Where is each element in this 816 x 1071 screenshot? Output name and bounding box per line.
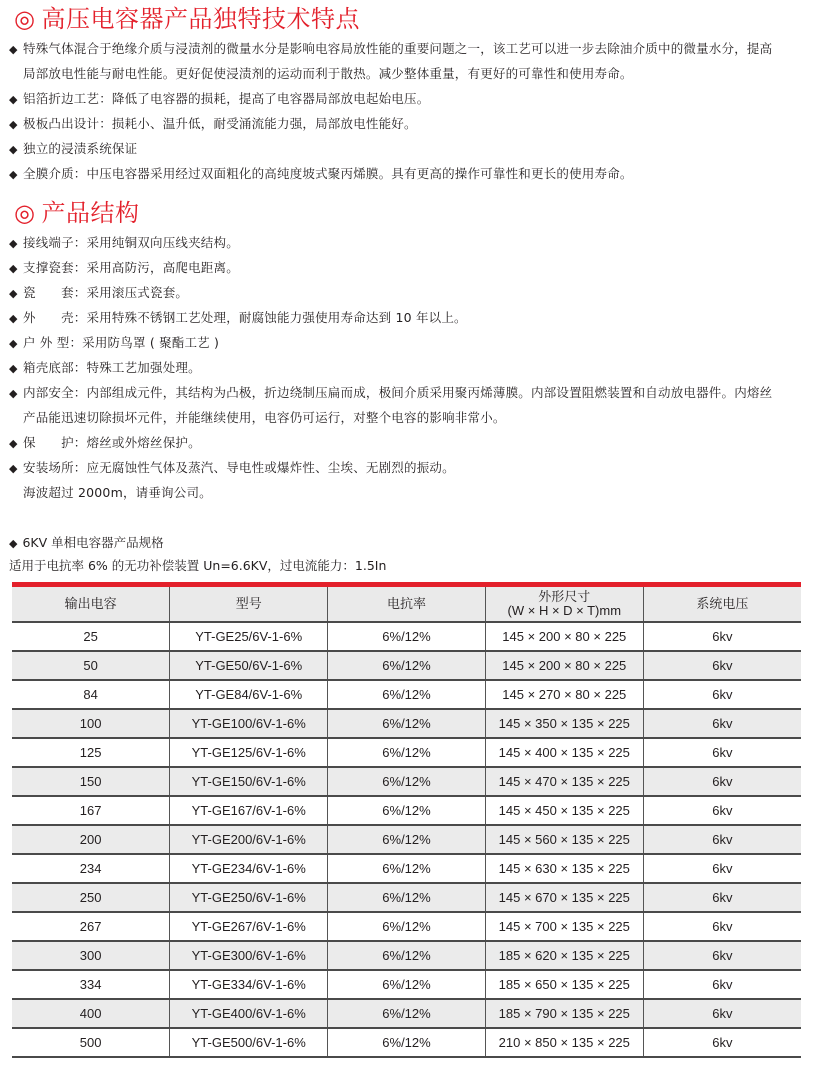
list-item-text: 海波超过 2000m，请垂询公司。 bbox=[23, 485, 212, 500]
cell-dimensions: 145 × 630 × 135 × 225 bbox=[485, 854, 643, 883]
cell-model: YT-GE400/6V-1-6% bbox=[170, 999, 328, 1028]
table-row bbox=[12, 912, 801, 941]
cell-system-voltage: 6kv bbox=[643, 999, 801, 1028]
cell-model: YT-GE234/6V-1-6% bbox=[170, 854, 328, 883]
list-item-text: 箱壳底部：特殊工艺加强处理。 bbox=[23, 360, 201, 375]
cell-model: YT-GE500/6V-1-6% bbox=[170, 1028, 328, 1057]
cell-reactance-rate: 6%/12% bbox=[328, 912, 486, 941]
cell-model: YT-GE25/6V-1-6% bbox=[170, 622, 328, 651]
list-item bbox=[9, 61, 809, 86]
diamond-bullet-icon: ◆ bbox=[9, 43, 18, 56]
table-row bbox=[12, 622, 801, 651]
cell-output-capacity: 300 bbox=[12, 941, 170, 970]
spec-table bbox=[12, 587, 801, 1058]
cell-system-voltage: 6kv bbox=[643, 1028, 801, 1057]
list-item bbox=[9, 355, 809, 380]
cell-reactance-rate: 6%/12% bbox=[328, 738, 486, 767]
list-item-text: 内部安全：内部组成元件，其结构为凸极，折边绕制压扁而成，极间介质采用聚丙烯薄膜。内部设置阻燃装置和自动放电器件。内熔丝 bbox=[23, 385, 773, 400]
cell-reactance-rate: 6%/12% bbox=[328, 854, 486, 883]
list-item bbox=[9, 430, 809, 455]
cell-model: YT-GE267/6V-1-6% bbox=[170, 912, 328, 941]
cell-output-capacity: 84 bbox=[12, 680, 170, 709]
cell-system-voltage: 6kv bbox=[643, 767, 801, 796]
cell-output-capacity: 50 bbox=[12, 651, 170, 680]
cell-model: YT-GE100/6V-1-6% bbox=[170, 709, 328, 738]
structure-list bbox=[9, 230, 809, 505]
table-row bbox=[12, 970, 801, 999]
list-item bbox=[9, 136, 809, 161]
cell-dimensions: 145 × 450 × 135 × 225 bbox=[485, 796, 643, 825]
cell-dimensions: 185 × 620 × 135 × 225 bbox=[485, 941, 643, 970]
header-output-capacity: 输出电容 bbox=[12, 587, 170, 622]
cell-dimensions: 145 × 470 × 135 × 225 bbox=[485, 767, 643, 796]
cell-system-voltage: 6kv bbox=[643, 622, 801, 651]
list-item bbox=[9, 36, 809, 61]
cell-output-capacity: 100 bbox=[12, 709, 170, 738]
cell-system-voltage: 6kv bbox=[643, 854, 801, 883]
cell-model: YT-GE50/6V-1-6% bbox=[170, 651, 328, 680]
diamond-bullet-icon: ◆ bbox=[9, 537, 18, 550]
cell-dimensions: 145 × 560 × 135 × 225 bbox=[485, 825, 643, 854]
cell-system-voltage: 6kv bbox=[643, 738, 801, 767]
spec-subtitle: 适用于电抗率 6% 的无功补偿装置 Un=6.6KV，过电流能力：1.5In bbox=[9, 558, 387, 573]
diamond-bullet-icon: ◆ bbox=[9, 262, 18, 275]
list-item-text: 特殊气体混合于绝缘介质与浸渍剂的微量水分是影响电容局放性能的重要问题之一，该工艺可以进一步去除油介质中的微量水分，提高 bbox=[23, 41, 773, 56]
list-item-text: 局部放电性能与耐电性能。更好促使浸渍剂的运动而利于散热。减少整体重量，有更好的可靠性和使用寿命。 bbox=[23, 66, 633, 81]
cell-dimensions: 145 × 270 × 80 × 225 bbox=[485, 680, 643, 709]
diamond-bullet-icon: ◆ bbox=[9, 237, 18, 250]
list-item-text: 支撑瓷套：采用高防污，高爬电距离。 bbox=[23, 260, 239, 275]
table-row bbox=[12, 796, 801, 825]
cell-system-voltage: 6kv bbox=[643, 883, 801, 912]
list-item-text: 安装场所：应无腐蚀性气体及蒸汽、导电性或爆炸性、尘埃、无剧烈的振动。 bbox=[23, 460, 455, 475]
cell-dimensions: 185 × 650 × 135 × 225 bbox=[485, 970, 643, 999]
cell-dimensions: 210 × 850 × 135 × 225 bbox=[485, 1028, 643, 1057]
table-row bbox=[12, 999, 801, 1028]
section-title-text: 产品结构 bbox=[41, 199, 140, 227]
cell-output-capacity: 267 bbox=[12, 912, 170, 941]
cell-reactance-rate: 6%/12% bbox=[328, 622, 486, 651]
double-circle-icon: ◎ bbox=[14, 5, 36, 33]
cell-system-voltage: 6kv bbox=[643, 970, 801, 999]
section-title-features bbox=[14, 4, 360, 34]
cell-model: YT-GE200/6V-1-6% bbox=[170, 825, 328, 854]
diamond-bullet-icon: ◆ bbox=[9, 118, 18, 131]
cell-output-capacity: 234 bbox=[12, 854, 170, 883]
list-item-text: 瓷 套：采用滚压式瓷套。 bbox=[23, 285, 189, 300]
cell-output-capacity: 400 bbox=[12, 999, 170, 1028]
diamond-bullet-icon: ◆ bbox=[9, 312, 18, 325]
section-title-text: 高压电容器产品独特技术特点 bbox=[41, 5, 360, 33]
cell-output-capacity: 25 bbox=[12, 622, 170, 651]
cell-system-voltage: 6kv bbox=[643, 825, 801, 854]
cell-reactance-rate: 6%/12% bbox=[328, 680, 486, 709]
header-dimensions-label: 外形尺寸 bbox=[538, 589, 591, 604]
cell-system-voltage: 6kv bbox=[643, 709, 801, 738]
cell-reactance-rate: 6%/12% bbox=[328, 1028, 486, 1057]
cell-dimensions: 145 × 200 × 80 × 225 bbox=[485, 622, 643, 651]
cell-dimensions: 185 × 790 × 135 × 225 bbox=[485, 999, 643, 1028]
diamond-bullet-icon: ◆ bbox=[9, 387, 18, 400]
diamond-bullet-icon: ◆ bbox=[9, 437, 18, 450]
cell-model: YT-GE250/6V-1-6% bbox=[170, 883, 328, 912]
list-item bbox=[9, 405, 809, 430]
list-item bbox=[9, 330, 809, 355]
table-row bbox=[12, 1028, 801, 1057]
list-item-text: 铝箔折边工艺：降低了电容器的损耗，提高了电容器局部放电起始电压。 bbox=[23, 91, 430, 106]
cell-model: YT-GE150/6V-1-6% bbox=[170, 767, 328, 796]
header-dimensions-unit: (W × H × D × T)mm bbox=[507, 603, 622, 618]
cell-output-capacity: 167 bbox=[12, 796, 170, 825]
table-row bbox=[12, 767, 801, 796]
header-dimensions bbox=[485, 587, 643, 622]
diamond-bullet-icon: ◆ bbox=[9, 462, 18, 475]
spec-title-text: 6KV 单相电容器产品规格 bbox=[22, 535, 164, 550]
cell-output-capacity: 500 bbox=[12, 1028, 170, 1057]
cell-reactance-rate: 6%/12% bbox=[328, 970, 486, 999]
table-row bbox=[12, 680, 801, 709]
table-row bbox=[12, 651, 801, 680]
cell-reactance-rate: 6%/12% bbox=[328, 883, 486, 912]
list-item-text: 全膜介质：中压电容器采用经过双面粗化的高纯度坡式聚丙烯膜。具有更高的操作可靠性和更长的使用寿命。 bbox=[23, 166, 633, 181]
cell-dimensions: 145 × 200 × 80 × 225 bbox=[485, 651, 643, 680]
cell-reactance-rate: 6%/12% bbox=[328, 999, 486, 1028]
table-row bbox=[12, 709, 801, 738]
table-header-row bbox=[12, 587, 801, 622]
list-item bbox=[9, 480, 809, 505]
cell-reactance-rate: 6%/12% bbox=[328, 767, 486, 796]
list-item-text: 外 壳：采用特殊不锈钢工艺处理，耐腐蚀能力强使用寿命达到 10 年以上。 bbox=[23, 310, 467, 325]
cell-reactance-rate: 6%/12% bbox=[328, 825, 486, 854]
cell-model: YT-GE300/6V-1-6% bbox=[170, 941, 328, 970]
cell-output-capacity: 125 bbox=[12, 738, 170, 767]
list-item bbox=[9, 230, 809, 255]
cell-dimensions: 145 × 400 × 135 × 225 bbox=[485, 738, 643, 767]
header-model: 型号 bbox=[170, 587, 328, 622]
header-system-voltage: 系统电压 bbox=[643, 587, 801, 622]
list-item-text: 保 护：熔丝或外熔丝保护。 bbox=[23, 435, 201, 450]
list-item bbox=[9, 380, 809, 405]
list-item-text: 极板凸出设计：损耗小、温升低，耐受涌流能力强，局部放电性能好。 bbox=[23, 116, 417, 131]
header-reactance-rate: 电抗率 bbox=[328, 587, 486, 622]
feature-list bbox=[9, 36, 809, 186]
cell-system-voltage: 6kv bbox=[643, 796, 801, 825]
list-item-text: 户 外 型：采用防鸟罩 ( 聚酯工艺 ) bbox=[23, 335, 220, 350]
list-item bbox=[9, 111, 809, 136]
cell-dimensions: 145 × 700 × 135 × 225 bbox=[485, 912, 643, 941]
cell-dimensions: 145 × 670 × 135 × 225 bbox=[485, 883, 643, 912]
section-title-structure bbox=[14, 198, 139, 228]
cell-system-voltage: 6kv bbox=[643, 651, 801, 680]
cell-dimensions: 145 × 350 × 135 × 225 bbox=[485, 709, 643, 738]
diamond-bullet-icon: ◆ bbox=[9, 337, 18, 350]
table-row bbox=[12, 825, 801, 854]
cell-reactance-rate: 6%/12% bbox=[328, 796, 486, 825]
diamond-bullet-icon: ◆ bbox=[9, 362, 18, 375]
spec-title bbox=[9, 533, 164, 554]
list-item bbox=[9, 86, 809, 111]
cell-reactance-rate: 6%/12% bbox=[328, 941, 486, 970]
cell-system-voltage: 6kv bbox=[643, 912, 801, 941]
diamond-bullet-icon: ◆ bbox=[9, 93, 18, 106]
cell-output-capacity: 200 bbox=[12, 825, 170, 854]
double-circle-icon: ◎ bbox=[14, 199, 36, 227]
list-item-text: 接线端子：采用纯铜双向压线夹结构。 bbox=[23, 235, 239, 250]
list-item-text: 独立的浸渍系统保证 bbox=[23, 141, 138, 156]
cell-output-capacity: 334 bbox=[12, 970, 170, 999]
cell-model: YT-GE334/6V-1-6% bbox=[170, 970, 328, 999]
table-row bbox=[12, 738, 801, 767]
table-row bbox=[12, 854, 801, 883]
cell-reactance-rate: 6%/12% bbox=[328, 651, 486, 680]
cell-model: YT-GE84/6V-1-6% bbox=[170, 680, 328, 709]
diamond-bullet-icon: ◆ bbox=[9, 143, 18, 156]
list-item bbox=[9, 161, 809, 186]
table-row bbox=[12, 941, 801, 970]
list-item bbox=[9, 305, 809, 330]
list-item-text: 产品能迅速切除损坏元件，并能继续使用，电容仍可运行，对整个电容的影响非常小。 bbox=[23, 410, 506, 425]
cell-output-capacity: 250 bbox=[12, 883, 170, 912]
list-item bbox=[9, 280, 809, 305]
table-row bbox=[12, 883, 801, 912]
cell-output-capacity: 150 bbox=[12, 767, 170, 796]
cell-system-voltage: 6kv bbox=[643, 680, 801, 709]
cell-model: YT-GE125/6V-1-6% bbox=[170, 738, 328, 767]
cell-system-voltage: 6kv bbox=[643, 941, 801, 970]
cell-model: YT-GE167/6V-1-6% bbox=[170, 796, 328, 825]
diamond-bullet-icon: ◆ bbox=[9, 287, 18, 300]
diamond-bullet-icon: ◆ bbox=[9, 168, 18, 181]
cell-reactance-rate: 6%/12% bbox=[328, 709, 486, 738]
list-item bbox=[9, 255, 809, 280]
list-item bbox=[9, 455, 809, 480]
